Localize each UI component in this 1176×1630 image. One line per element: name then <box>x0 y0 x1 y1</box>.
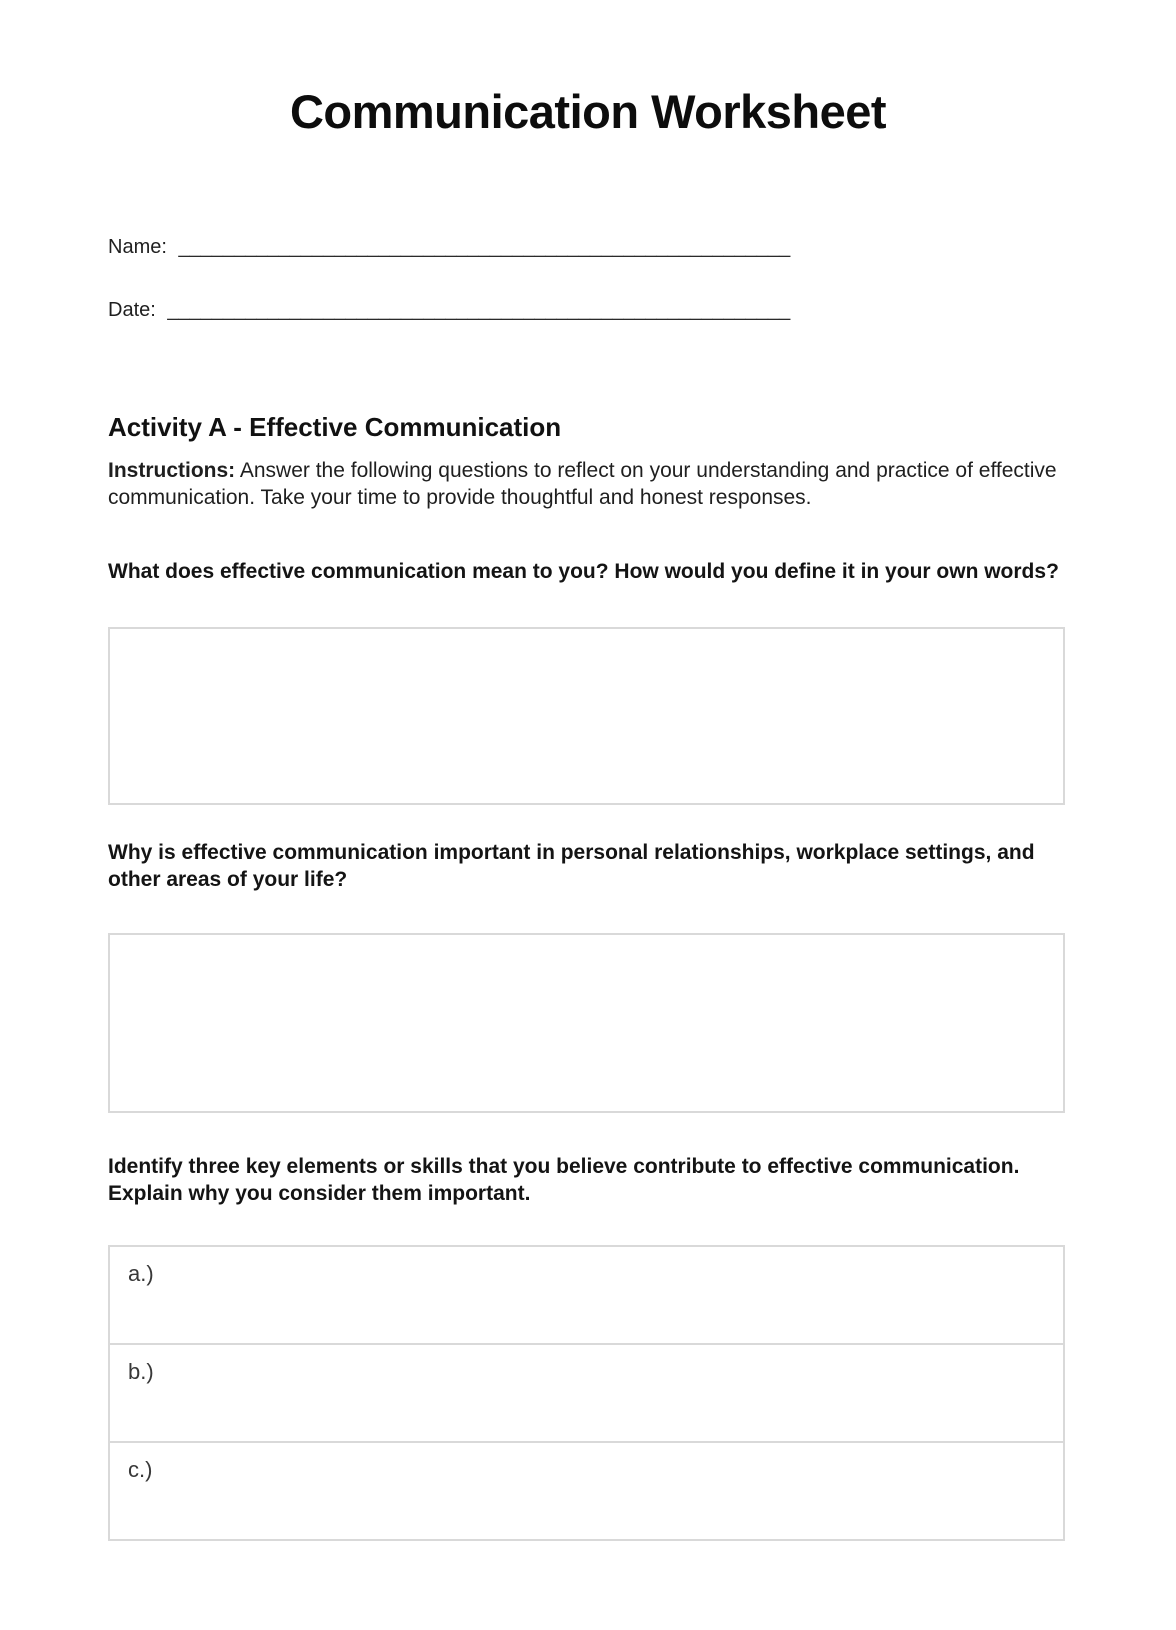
list-answer-row-b[interactable] <box>108 1343 1065 1443</box>
page-title: Communication Worksheet <box>289 85 887 138</box>
list-answer-box <box>108 1245 1065 1541</box>
instructions-text: Answer the following questions to reflect on your understanding and practice of effective communication. Take your time to provide thoughtful and honest responses. <box>108 459 1057 509</box>
list-answer-label-c: c.) <box>128 1457 153 1482</box>
name-fill-line[interactable]: _______________________________________________________ <box>178 236 791 258</box>
question-1: What does effective communication mean to you? How would you define it in your own words? <box>108 560 1059 583</box>
date-fill-line[interactable]: ________________________________________________________ <box>167 299 791 321</box>
instructions-label: Instructions: <box>108 459 236 482</box>
list-answer-row-c[interactable] <box>108 1441 1065 1541</box>
question-2: Why is effective communication important in personal relationships, workplace settings, and other areas of your life? <box>108 841 1035 891</box>
activity-heading: Activity A - Effective Communication <box>108 412 562 442</box>
date-label: Date: <box>108 299 156 321</box>
answer-box-1[interactable] <box>108 627 1065 805</box>
question-3: Identify three key elements or skills that you believe contribute to effective communication. Explain why you consider them important. <box>108 1155 1020 1205</box>
name-label: Name: <box>108 236 167 258</box>
list-answer-label-b: b.) <box>128 1359 154 1384</box>
instructions-paragraph <box>108 457 1065 511</box>
list-answer-row-a[interactable] <box>108 1245 1065 1345</box>
date-field-row <box>108 297 1065 323</box>
list-answer-label-a: a.) <box>128 1261 154 1286</box>
name-field-row <box>108 234 1065 260</box>
answer-box-2[interactable] <box>108 933 1065 1113</box>
